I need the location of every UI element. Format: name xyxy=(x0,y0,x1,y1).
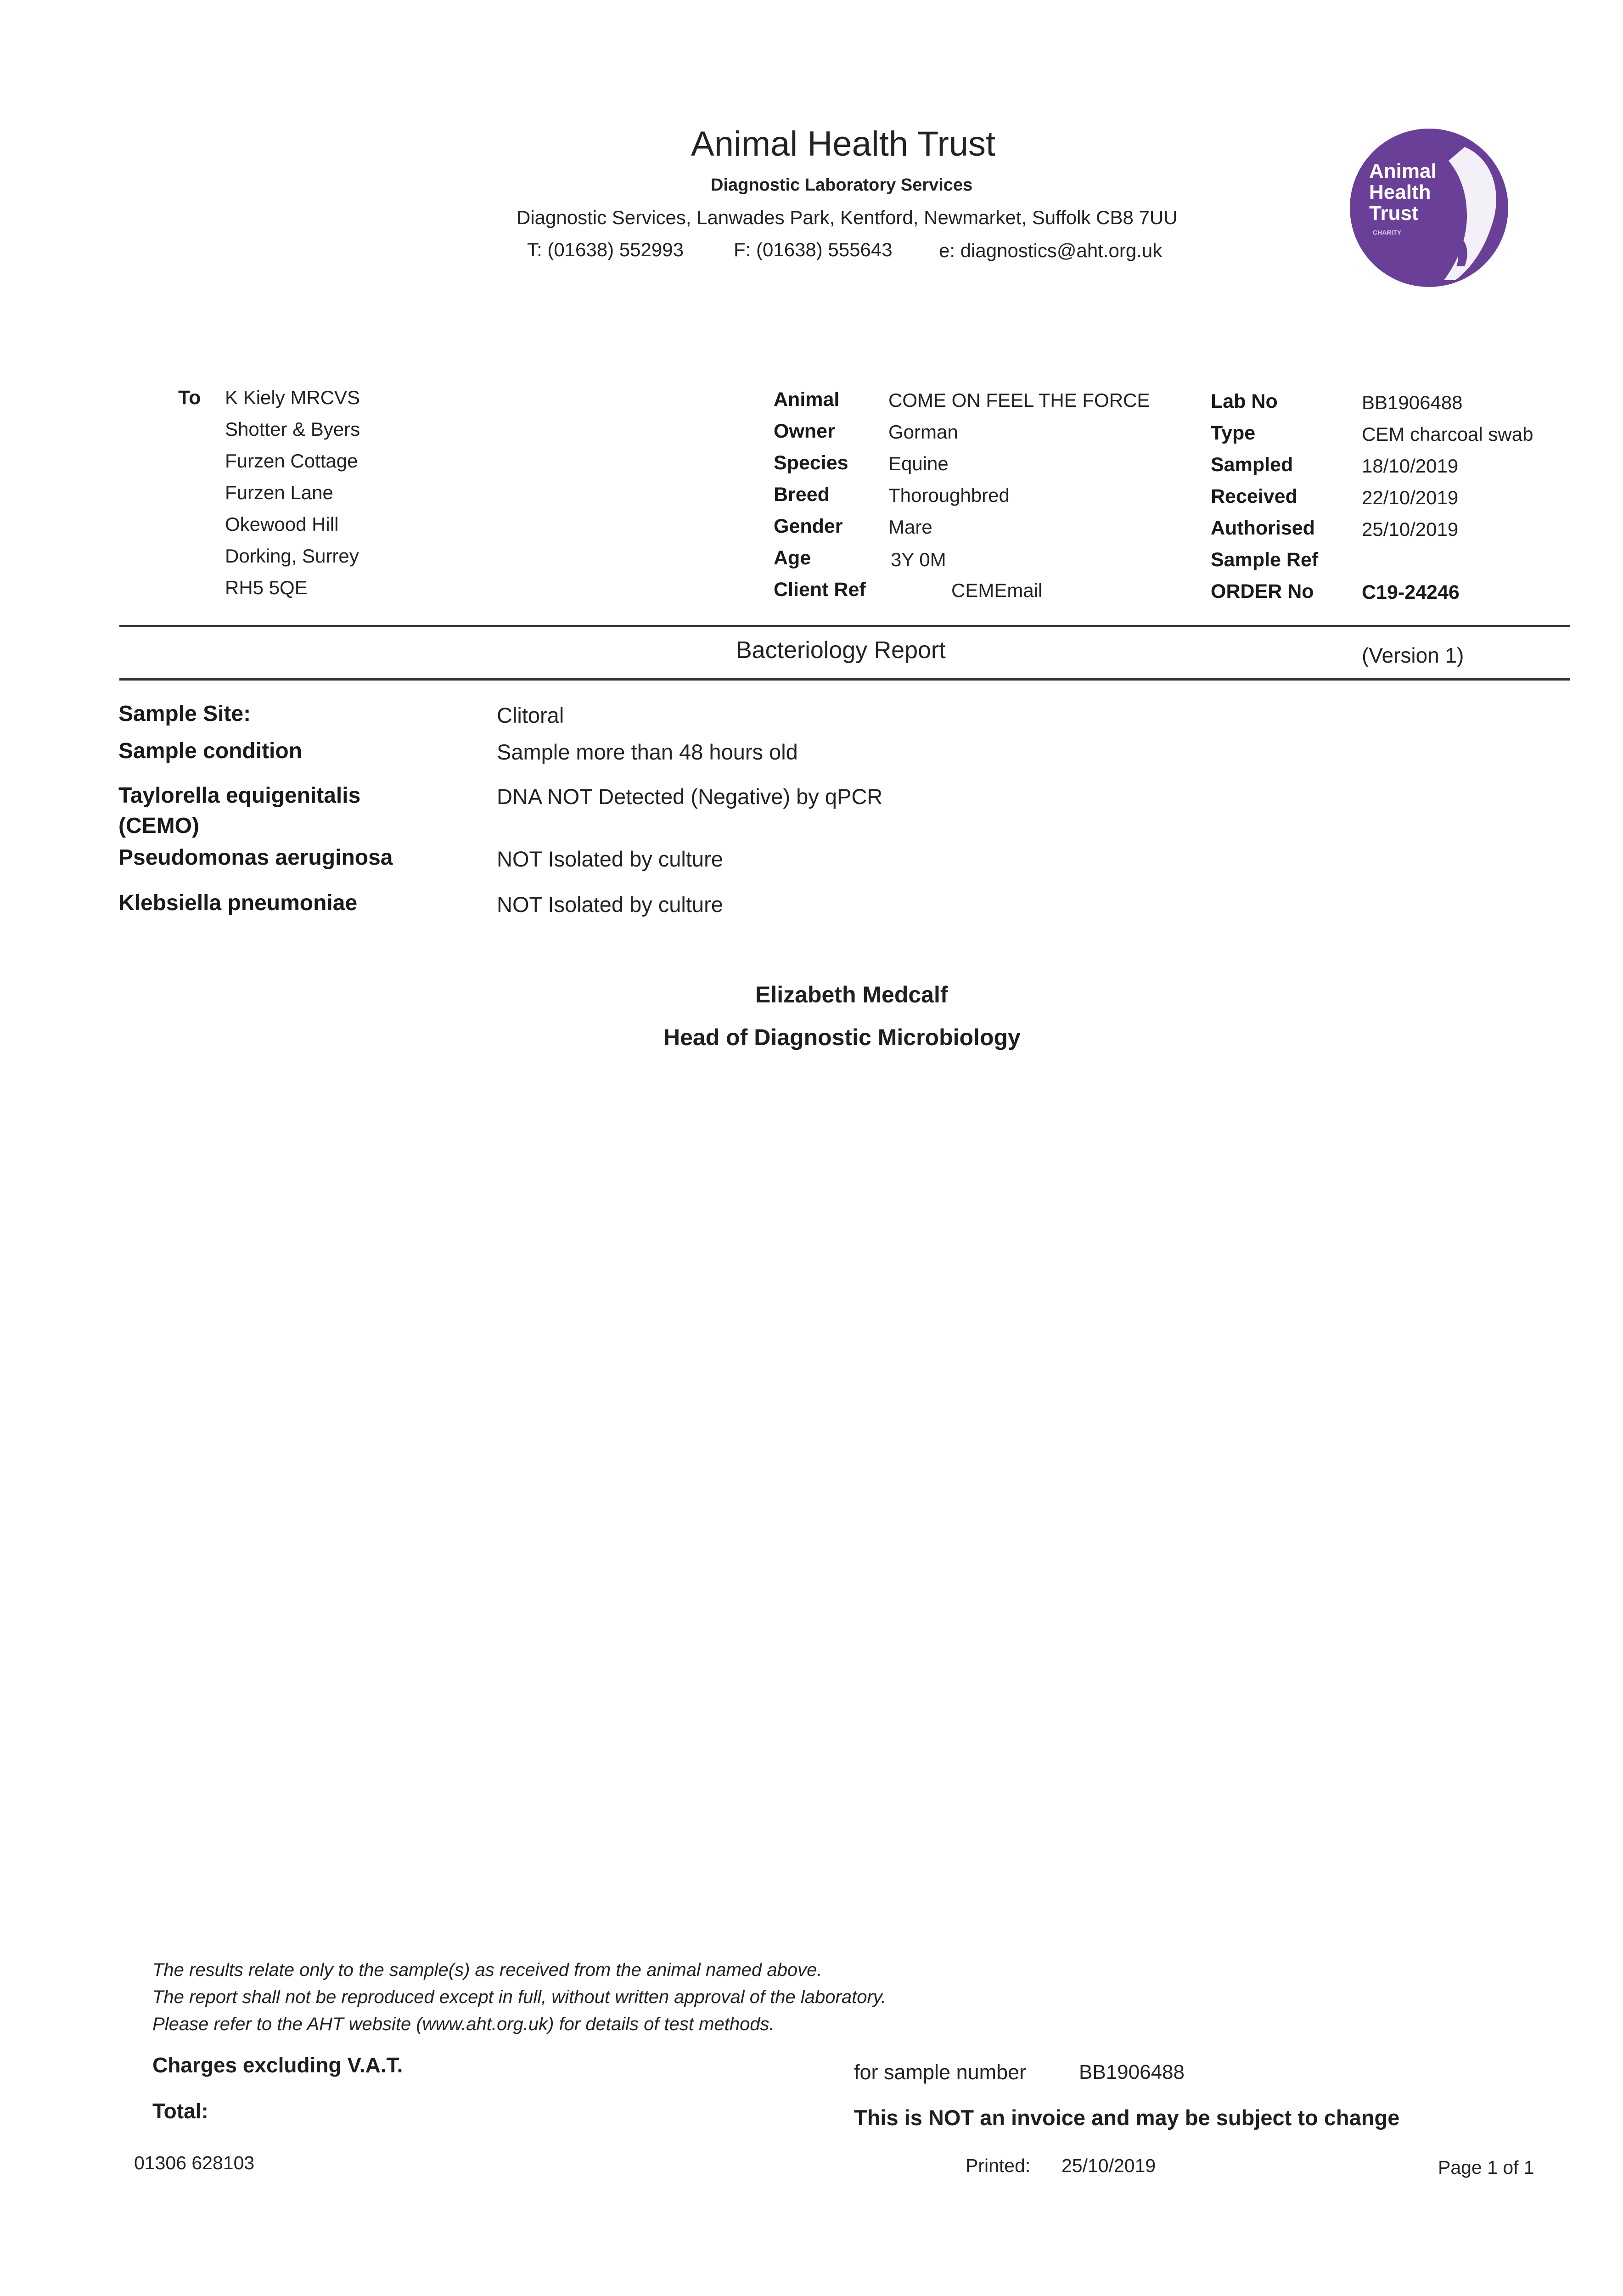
recipient-line: Furzen Lane xyxy=(225,482,333,503)
lab-subtitle: Diagnostic Laboratory Services xyxy=(711,175,973,195)
species-label: Species xyxy=(774,452,848,474)
age-label: Age xyxy=(774,547,811,569)
recipient-line: Okewood Hill xyxy=(225,513,339,535)
footer-phone: 01306 628103 xyxy=(134,2152,255,2173)
animal-label: Animal xyxy=(774,388,840,411)
lab-no-value: BB1906488 xyxy=(1362,392,1463,413)
result-label-sub: (CEMO) xyxy=(118,814,199,838)
result-label: Klebsiella pneumoniae xyxy=(118,891,358,915)
order-no-label: ORDER No xyxy=(1211,580,1314,602)
result-value: NOT Isolated by culture xyxy=(497,892,723,917)
authorised-value: 25/10/2019 xyxy=(1362,518,1459,540)
report-version: (Version 1) xyxy=(1362,643,1464,667)
total-label: Total: xyxy=(152,2099,208,2123)
order-no-value: C19-24246 xyxy=(1362,581,1460,603)
lab-no-label: Lab No xyxy=(1211,390,1278,412)
invoice-note: This is NOT an invoice and may be subject to change xyxy=(854,2105,1400,2130)
species-value: Equine xyxy=(888,453,949,474)
recipient-line: K Kiely MRCVS xyxy=(225,387,360,408)
lab-phone: T: (01638) 552993 xyxy=(527,239,684,260)
sampled-label: Sampled xyxy=(1211,454,1293,476)
result-value: DNA NOT Detected (Negative) by qPCR xyxy=(497,784,883,809)
page-number: Page 1 of 1 xyxy=(1438,2157,1534,2178)
to-label: To xyxy=(178,387,201,409)
received-label: Received xyxy=(1211,485,1297,507)
gender-label: Gender xyxy=(774,515,843,537)
org-name: Animal Health Trust xyxy=(691,124,996,163)
disclaimer-line: The results relate only to the sample(s) as received from the animal named above. xyxy=(152,1960,822,1980)
result-value: Sample more than 48 hours old xyxy=(497,740,798,764)
disclaimer-line: Please refer to the AHT website (www.aht.org.uk) for details of test methods. xyxy=(152,2014,775,2034)
owner-value: Gorman xyxy=(888,421,958,443)
result-label: Sample Site: xyxy=(118,702,251,726)
recipient-line: RH5 5QE xyxy=(225,577,308,598)
sample-number-label: for sample number xyxy=(854,2060,1027,2084)
received-value: 22/10/2019 xyxy=(1362,487,1459,508)
breed-label: Breed xyxy=(774,484,830,506)
type-value: CEM charcoal swab xyxy=(1362,423,1533,445)
result-label: Taylorella equigenitalis xyxy=(118,783,361,808)
result-label: Pseudomonas aeruginosa xyxy=(118,845,393,870)
report-title: Bacteriology Report xyxy=(736,637,946,664)
printed-label: Printed: xyxy=(966,2155,1031,2176)
authorised-label: Authorised xyxy=(1211,517,1315,539)
owner-label: Owner xyxy=(774,420,835,442)
logo-text: Animal Health Trust xyxy=(1369,160,1437,225)
logo-charity: CHARITY xyxy=(1373,229,1402,236)
printed-date: 25/10/2019 xyxy=(1061,2155,1156,2176)
result-label: Sample condition xyxy=(118,739,303,763)
recipient-line: Shotter & Byers xyxy=(225,418,360,440)
signatory-title: Head of Diagnostic Microbiology xyxy=(663,1024,1021,1050)
lab-email: e: diagnostics@aht.org.uk xyxy=(939,240,1162,261)
disclaimer-line: The report shall not be reproduced except in full, without written approval of the laboratory. xyxy=(152,1987,886,2007)
sampled-value: 18/10/2019 xyxy=(1362,455,1459,477)
aht-logo xyxy=(1350,129,1508,287)
top-rule xyxy=(119,625,1570,627)
type-label: Type xyxy=(1211,422,1256,444)
animal-value: COME ON FEEL THE FORCE xyxy=(888,389,1150,411)
result-value: Clitoral xyxy=(497,703,564,727)
client-ref-label: Client Ref xyxy=(774,579,866,601)
result-value: NOT Isolated by culture xyxy=(497,847,723,871)
client-ref-value: CEMEmail xyxy=(951,580,1043,601)
age-value: 3Y 0M xyxy=(891,549,946,570)
lab-fax: F: (01638) 555643 xyxy=(734,239,893,260)
sample-number: BB1906488 xyxy=(1079,2061,1185,2083)
recipient-line: Dorking, Surrey xyxy=(225,545,359,567)
lab-address: Diagnostic Services, Lanwades Park, Kentford, Newmarket, Suffolk CB8 7UU xyxy=(517,207,1178,228)
sample-ref-label: Sample Ref xyxy=(1211,549,1319,571)
signatory-name: Elizabeth Medcalf xyxy=(755,982,948,1007)
recipient-line: Furzen Cottage xyxy=(225,450,358,472)
charges-label: Charges excluding V.A.T. xyxy=(152,2053,403,2077)
bottom-rule xyxy=(119,678,1570,681)
gender-value: Mare xyxy=(888,516,932,538)
breed-value: Thoroughbred xyxy=(888,484,1010,506)
